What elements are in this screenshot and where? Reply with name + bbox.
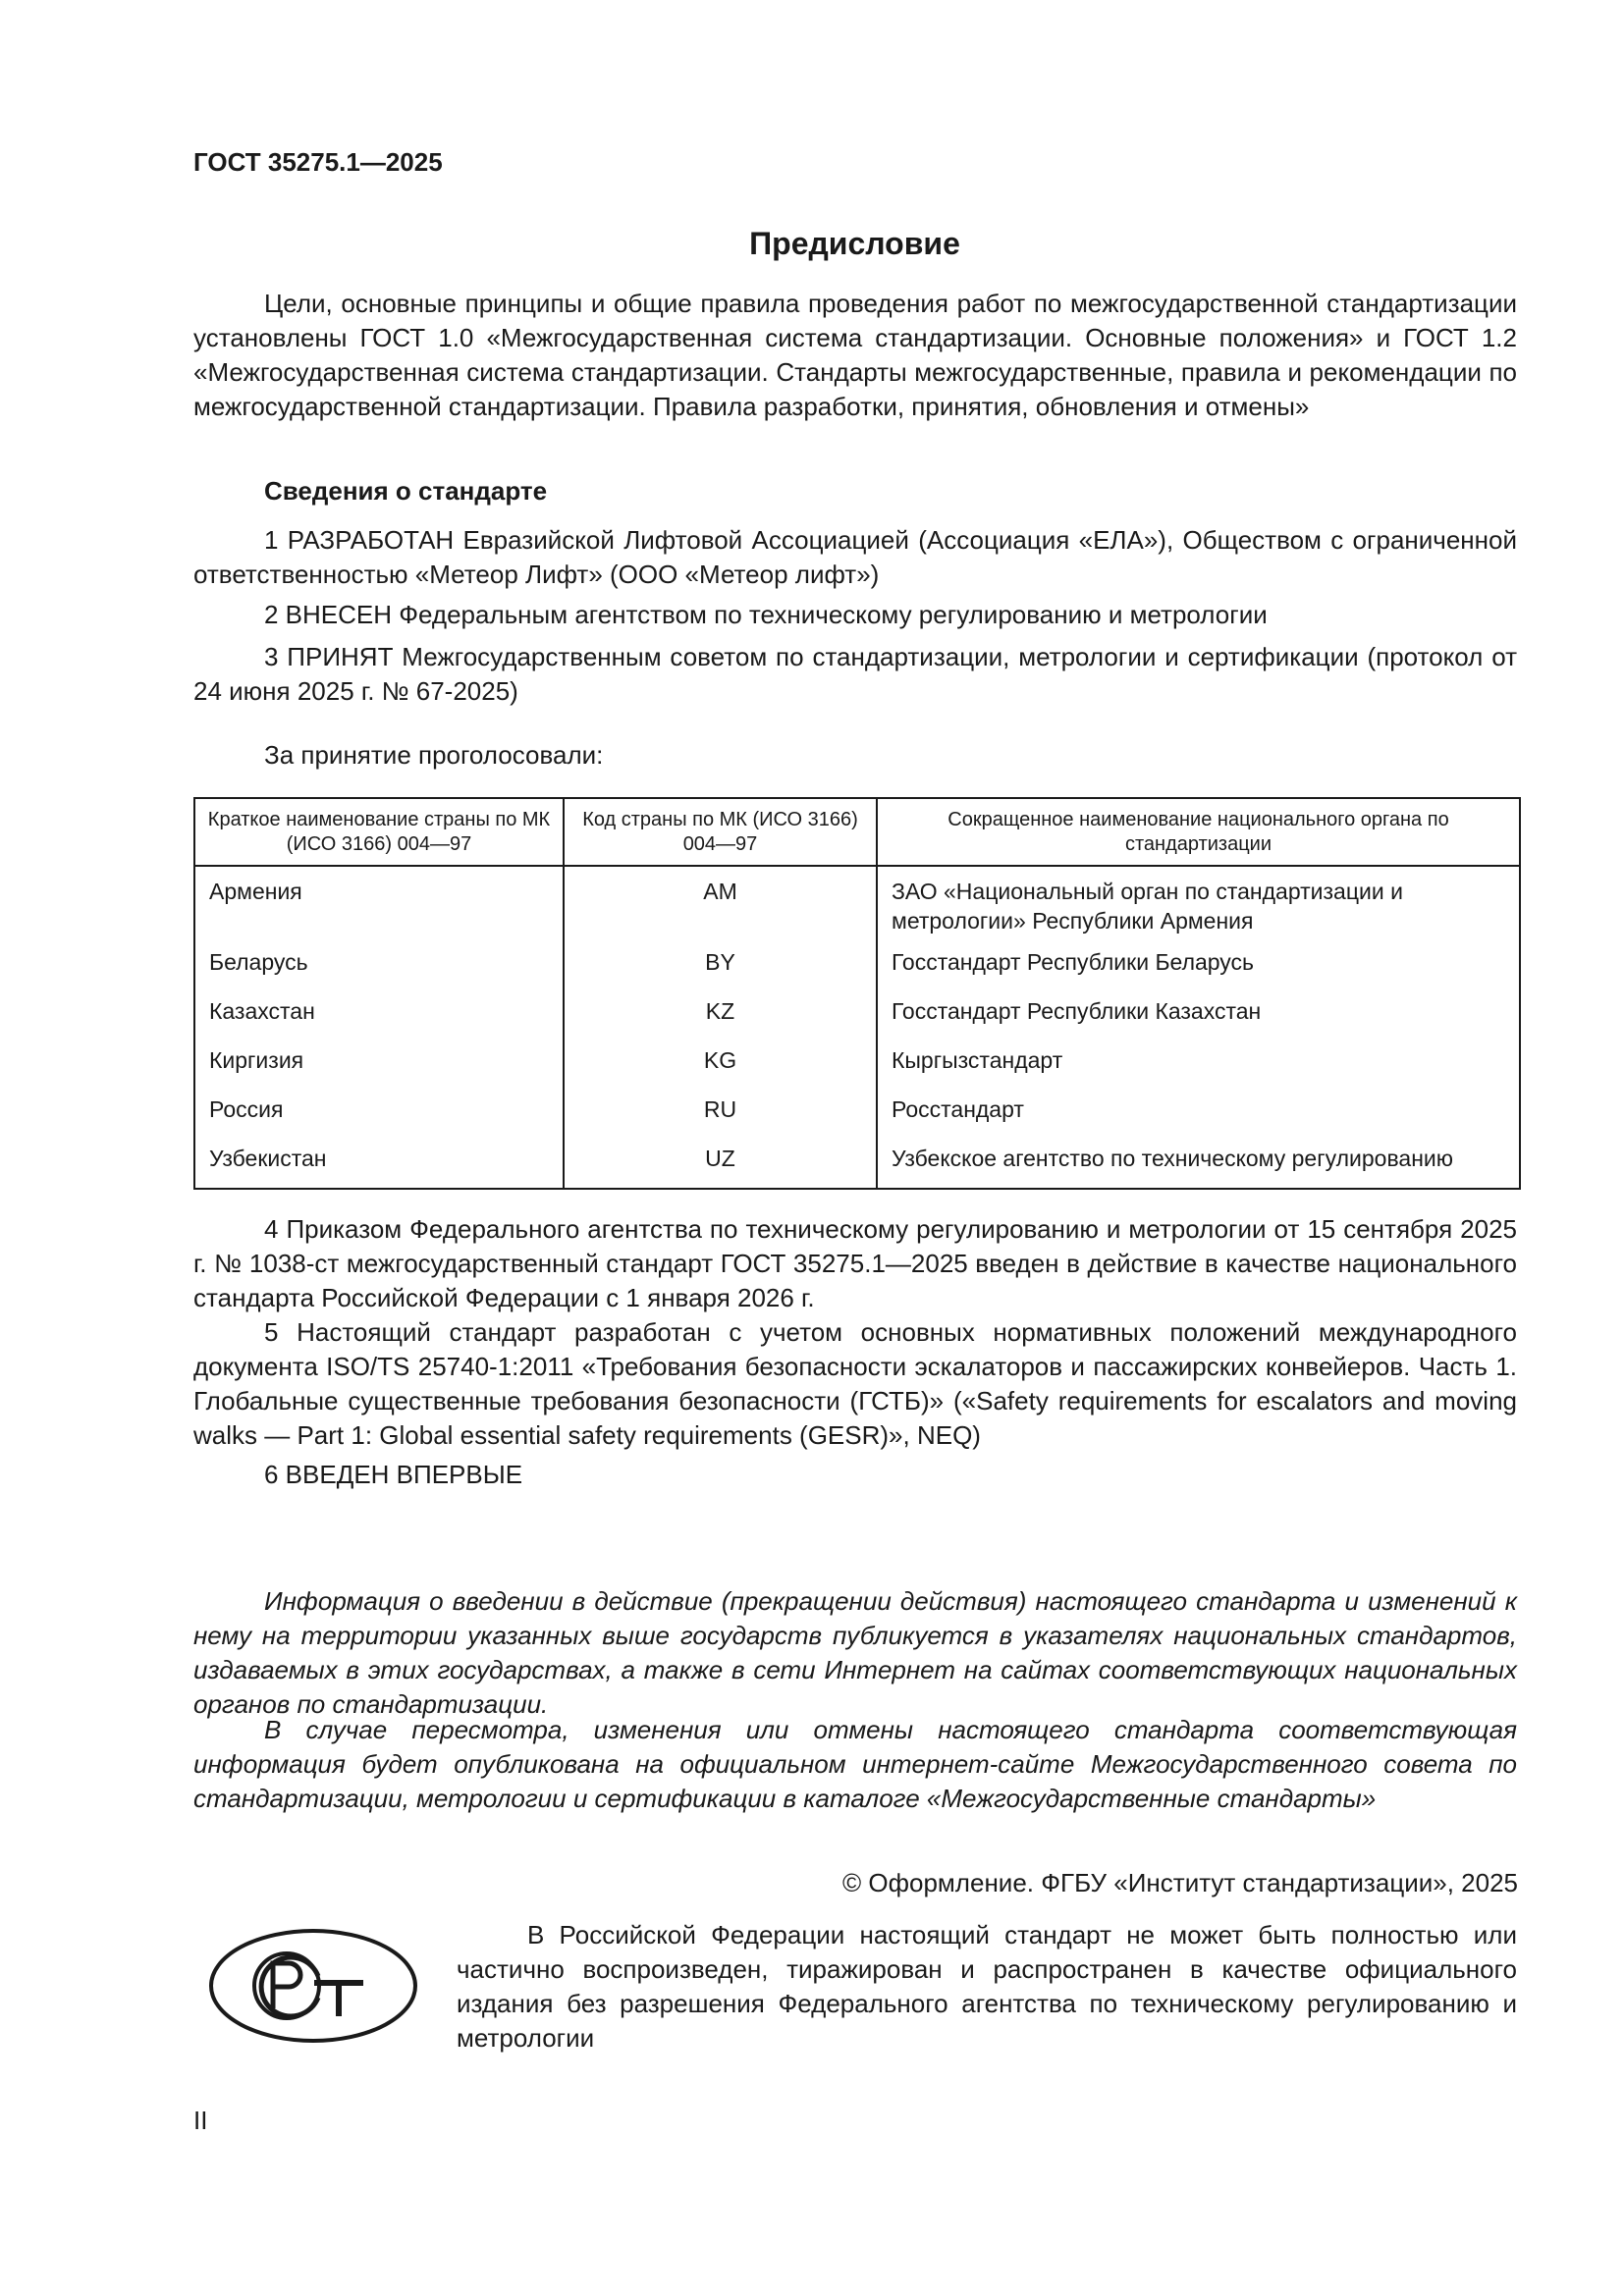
info-item-5: 5 Настоящий стандарт разработан с учетом основных нормативных положений международного документа ISO/TS 25740-1:2011 «Требования безопасности эскалаторов и пассажирских конвейеров. Часть 1. Глобальные существенные требования безопасности (ГСТБ)» («Safety requirements for escalators and moving walks — Part 1: Global essential safety requirements (GESR)», NEQ) bbox=[193, 1317, 1517, 1450]
body-cell: Госстандарт Республики Беларусь bbox=[892, 949, 1255, 975]
page-title: Предисловие bbox=[749, 226, 960, 261]
info-item-4: 4 Приказом Федерального агентства по техническому регулированию и метрологии от 15 сентября 2025 г. № 1038-ст межгосударственный стандарт ГОСТ 35275.1—2025 введен в действие в качестве национального стандарта Российской Федерации с 1 января 2026 г. bbox=[193, 1214, 1517, 1312]
countries-table bbox=[193, 797, 1521, 1190]
column-header-country: Краткое наименование страны по МК (ИСО 3166) 004—97 bbox=[194, 798, 564, 866]
body-cell: Кыргызстандарт bbox=[892, 1047, 1063, 1073]
body-cell: Узбекское агентство по техническому регулированию bbox=[892, 1146, 1454, 1171]
document-code: ГОСТ 35275.1—2025 bbox=[193, 147, 443, 177]
code-cell: AM bbox=[564, 866, 877, 947]
country-cell: Казахстан bbox=[194, 996, 564, 1045]
intro-paragraph: Цели, основные принципы и общие правила проведения работ по межгосударственной стандартизации установлены ГОСТ 1.0 «Межгосударственная система стандартизации. Основные положения» и ГОСТ 1.2 «Межгосударственная система стандартизации. Стандарты межгосударственные, правила и рекомендации по межгосударственной стандартизации. Правила разработки, принятия, обновления и отмены» bbox=[193, 289, 1517, 421]
code-cell: RU bbox=[564, 1095, 877, 1144]
voted-label: За принятие проголосовали: bbox=[264, 740, 604, 770]
rights-notice: В Российской Федерации настоящий стандарт не может быть полностью или частично воспроизведен, тиражирован и распространен в качестве официального издания без разрешения Федерального агентства по техническому регулированию и метрологии bbox=[457, 1920, 1517, 2053]
country-cell: Беларусь bbox=[194, 947, 564, 996]
code-cell: BY bbox=[564, 947, 877, 996]
country-cell: Киргизия bbox=[194, 1045, 564, 1095]
table-row bbox=[194, 996, 1520, 1045]
table-row bbox=[194, 1045, 1520, 1095]
info-item-2: 2 ВНЕСЕН Федеральным агентством по техническому регулированию и метрологии bbox=[264, 600, 1268, 629]
table-header-row bbox=[194, 798, 1520, 866]
copyright-notice: © Оформление. ФГБУ «Институт стандартизации», 2025 bbox=[842, 1868, 1518, 1897]
country-cell: Россия bbox=[194, 1095, 564, 1144]
country-cell: Армения bbox=[194, 866, 564, 947]
column-header-code: Код страны по МК (ИСО 3166) 004—97 bbox=[564, 798, 877, 866]
revision-info-note: В случае пересмотра, изменения или отмены настоящего стандарта соответствующая информация будет опубликована на официальном интернет-сайте Межгосударственного совета по стандартизации, метрологии и сертификации в каталоге «Межгосударственные стандарты» bbox=[193, 1715, 1517, 1813]
column-header-body: Сокращенное наименование национального органа по стандартизации bbox=[877, 798, 1520, 866]
table-row bbox=[194, 1095, 1520, 1144]
info-item-6: 6 ВВЕДЕН ВПЕРВЫЕ bbox=[264, 1460, 523, 1489]
table-row bbox=[194, 1144, 1520, 1189]
rst-logo-icon bbox=[208, 1928, 418, 2049]
table-row bbox=[194, 866, 1520, 947]
standard-info-heading: Сведения о стандарте bbox=[264, 476, 548, 506]
info-item-1: 1 РАЗРАБОТАН Евразийской Лифтовой Ассоциацией (Ассоциация «ЕЛА»), Обществом с ограниченной ответственностью «Метеор Лифт» (ООО «Метеор лифт») bbox=[193, 525, 1517, 589]
body-cell: ЗАО «Национальный орган по стандартизации и метрологии» Республики Армения bbox=[892, 879, 1403, 934]
country-cell: Узбекистан bbox=[194, 1144, 564, 1189]
code-cell: KG bbox=[564, 1045, 877, 1095]
code-cell: UZ bbox=[564, 1144, 877, 1189]
code-cell: KZ bbox=[564, 996, 877, 1045]
page-number: II bbox=[193, 2106, 208, 2135]
info-item-3: 3 ПРИНЯТ Межгосударственным советом по стандартизации, метрологии и сертификации (протокол от 24 июня 2025 г. № 67-2025) bbox=[193, 642, 1517, 706]
publication-info-note: Информация о введении в действие (прекращении действия) настоящего стандарта и изменений к нему на территории указанных выше государств публикуется в указателях национальных стандартов, издаваемых в этих государствах, а также в сети Интернет на сайтах соответствующих национальных органов по стандартизации. bbox=[193, 1586, 1517, 1719]
body-cell: Госстандарт Республики Казахстан bbox=[892, 998, 1262, 1024]
table-row bbox=[194, 947, 1520, 996]
body-cell: Росстандарт bbox=[892, 1096, 1024, 1122]
